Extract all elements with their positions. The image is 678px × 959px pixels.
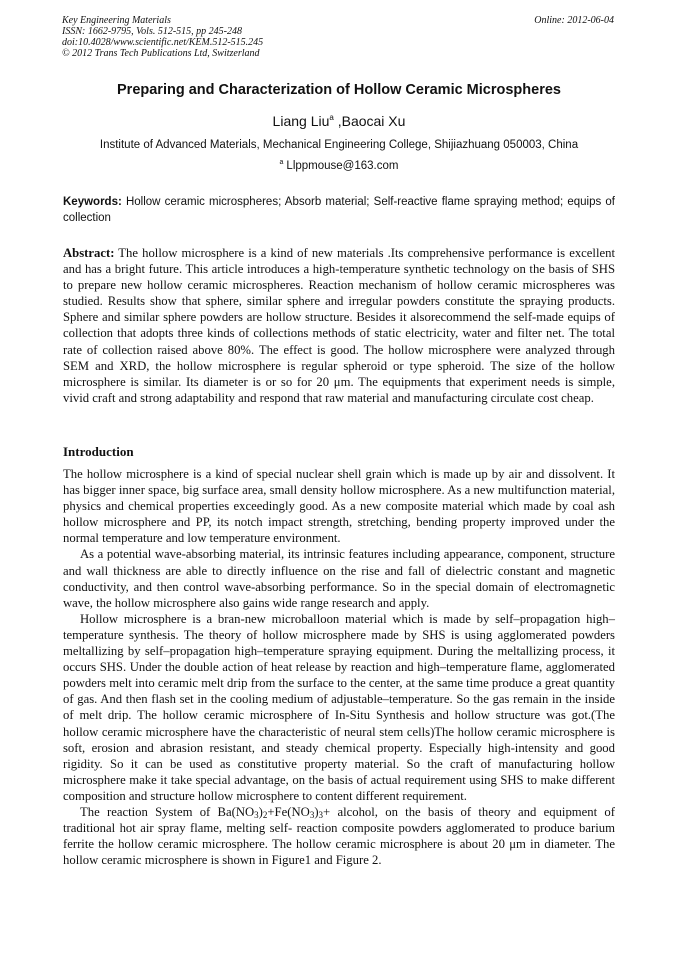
issn-line: ISSN: 1662-9795, Vols. 512-515, pp 245-248: [62, 26, 242, 37]
copyright-line: © 2012 Trans Tech Publications Ltd, Switzerland: [62, 48, 260, 59]
p4-text-c: +Fe(NO: [267, 804, 310, 819]
intro-paragraph-4: [63, 804, 615, 868]
author-1-superscript: a: [329, 113, 334, 122]
p4-text-d: ): [314, 804, 319, 819]
introduction-heading: Introduction: [63, 444, 134, 459]
p4-text-b: ): [258, 804, 263, 819]
email-address: Llppmouse@163.com: [286, 160, 399, 172]
keywords-label: Keywords:: [63, 196, 122, 208]
introduction-body: [63, 466, 615, 868]
intro-paragraph-3: Hollow microsphere is a bran-new microballoon material which is made by self–propagation high–temperature synthesis. The theory of hollow microsphere made by SHS is using agglomerated powders meltallizing by self–propagation high–temperature spraying equipment. During the meltallizing process, it occurs SHS. Under the double action of heat release by reaction and high–temperature flame, agglomerated powders melt into ceramic melt drip from the surface to the center, at the same time produce a great quantity of gas. And then flash set in the cooling medium of adjustable–temperature. So the gas remain in the inside of melt drip. The hollow ceramic microsphere of In-Situ Synthesis and hollow structure was got.(The hollow ceramic microsphere have the characteristic of neural stem cells)The hollow ceramic microsphere is soft, erosion and abrasion resistant, and steady chemical property. Especially high-intensity and good rigidity. So it can be used as constitutive property material. So the craft of manufacturing hollow microsphere make it take special advantage, on the basis of actual requirement using SHS to make different composition and structure hollow microsphere to content different requirement.: [63, 611, 615, 803]
p4-subscript-2: 2: [262, 809, 268, 820]
abstract: [63, 245, 615, 406]
author-2: ,Baocai Xu: [333, 113, 406, 129]
email-line: [0, 159, 678, 172]
email-superscript: a: [279, 159, 284, 166]
keywords-text: Hollow ceramic microspheres; Absorb material; Self-reactive flame spraying method; equips of collection: [63, 196, 615, 224]
p4-text-a: The reaction System of Ba(NO: [80, 804, 255, 819]
p4-text-e: + alcohol, on the basis of theory and equipment of traditional hot air spray flame, melting self- reaction composite powders agglomerated to produce barium ferrite the hollow ceramic microsphere. The hollow ceramic microsphere is about 20 μm in diameter. The hollow ceramic microsphere is shown in Figure1 and Figure 2.: [63, 804, 615, 868]
p4-subscript-1: 3: [254, 809, 259, 820]
intro-paragraph-1: The hollow microsphere is a kind of special nuclear shell grain which is made up by air and dissolvent. It has bigger inner space, big surface area, small density hollow microsphere. As a new multifunction material, physics and chemical properties exceedingly good. As a new composite material which made by coal ash hollow microsphere and PP, its notch impact strength, stretching, bending property improved under the normal temperature and low temperature environment.: [63, 467, 615, 546]
author-line: [0, 113, 678, 129]
abstract-text: The hollow microsphere is a kind of new materials .Its comprehensive performance is excellent and has a bright future. This article introduces a high-temperature synthetic technology on the basis of SHS to prepare new hollow ceramic microspheres. Reaction mechanism of hollow ceramic microspheres was studied. Results show that sphere, similar sphere and irregular powders constitute the spraying products. Sphere and similar sphere powders are hollow structure. Besides it alsorecommend the self-made equips of collection that adopts three kinds of collections methods of static electricity, water and filter net. The total rate of collection raised above 80%. The effect is good. The hollow microsphere were analyzed through SEM and XRD, the hollow microsphere is regular spheroid or type spheroid. The size of the hollow microsphere is similar. Its diameter is or so for 20 μm. The equipments that experiment needs is simple, vivid craft and strong adaptability and respond that raw material and manufacturing circulate cost cheap.: [63, 246, 615, 405]
p4-subscript-4: 3: [318, 809, 324, 820]
p4-subscript-3: 3: [309, 809, 315, 820]
intro-paragraph-2: As a potential wave-absorbing material, its intrinsic features including appearance, component, structure and wall thickness are able to directly influence on the rise and fall of dielectric constant and magnetic conductivity, and then control wave-absorbing performance. So in the special domain of electromagnetic wave, the hollow microsphere also gains wide range research and apply.: [63, 547, 615, 610]
journal-name: Key Engineering Materials: [62, 15, 171, 26]
online-date: Online: 2012-06-04: [534, 15, 614, 26]
affiliation: Institute of Advanced Materials, Mechanical Engineering College, Shijiazhuang 050003, China: [99, 139, 579, 151]
journal-header: [62, 15, 263, 59]
doi-line: doi:10.4028/www.scientific.net/KEM.512-515.245: [62, 37, 264, 48]
author-1: Liang Liu: [272, 113, 330, 129]
keywords: [63, 194, 615, 226]
abstract-label: Abstract:: [63, 246, 115, 260]
paper-title: Preparing and Characterization of Hollow Ceramic Microspheres: [117, 82, 561, 98]
